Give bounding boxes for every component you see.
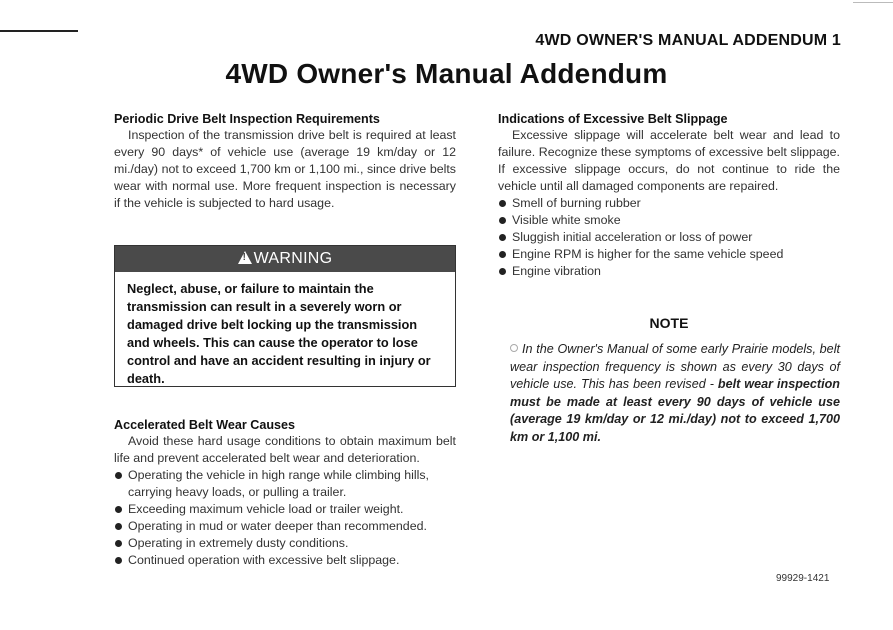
section-heading-periodic-inspection: Periodic Drive Belt Inspection Requirements [114, 112, 380, 126]
note-text-plain: In the Owner's Manual of some early Prairie models, belt wear inspection frequency is shown as every 30 days of vehicle use. This has been revised - [510, 342, 840, 391]
running-head: 4WD OWNER'S MANUAL ADDENDUM 1 [535, 32, 841, 49]
bullet-icon [115, 523, 122, 530]
section-body-belt-slippage: Excessive slippage will accelerate belt wear and lead to failure. Recognize these symptoms of excessive belt slippage. If excessive slippage occurs, do not continue to ride the vehicle until all damaged components are repaired. [498, 128, 840, 193]
bullet-icon [499, 217, 506, 224]
page-title: 4WD Owner's Manual Addendum [225, 58, 668, 89]
warning-triangle-icon [238, 251, 252, 264]
warning-label: WARNING [253, 250, 333, 267]
section-body-periodic-inspection: Inspection of the transmission drive belt is required at least every 90 days* of vehicle use (average 19 km/day or 12 mi./day) not to exceed 1,700 km or 1,100 mi., since drive belts wear with normal use. More frequent inspection is necessary if the vehicle is subjected to hard usage. [114, 128, 456, 210]
section-accelerated-wear [114, 417, 456, 569]
list-item: Exceeding maximum vehicle load or trailer weight. [114, 501, 456, 518]
list-item: Operating the vehicle in high range while climbing hills, carrying heavy loads, or pulling a trailer. [114, 467, 456, 501]
document-number: 99929-1421 [776, 573, 830, 584]
list-item: Engine RPM is higher for the same vehicle speed [498, 246, 840, 263]
section-heading-accelerated-wear: Accelerated Belt Wear Causes [114, 418, 296, 432]
list-item: Visible white smoke [498, 212, 840, 229]
bullet-icon [115, 540, 122, 547]
list-item: Continued operation with excessive belt slippage. [114, 552, 456, 569]
warning-text: Neglect, abuse, or failure to maintain the transmission can result in a severely worn or damaged drive belt locking up the transmission and wheels. This can cause the operator to lose control and have an accident resulting in injury or death. [127, 281, 431, 386]
section-belt-slippage [498, 111, 840, 280]
top-left-rule [0, 30, 78, 32]
warning-box [114, 245, 456, 387]
section-periodic-inspection [114, 111, 456, 212]
note-heading: NOTE [649, 315, 689, 331]
bullet-icon [499, 234, 506, 241]
list-item: Smell of burning rubber [498, 195, 840, 212]
note-text [498, 341, 840, 446]
top-right-rule [853, 2, 893, 3]
bullet-list-accelerated-wear [114, 467, 456, 569]
bullet-icon [499, 200, 506, 207]
warning-header [115, 246, 455, 272]
list-item: Engine vibration [498, 263, 840, 280]
bullet-icon [115, 472, 122, 479]
list-item: Operating in extremely dusty conditions. [114, 535, 456, 552]
section-body-accelerated-wear: Avoid these hard usage conditions to obtain maximum belt life and prevent accelerated belt wear and deterioration. [114, 434, 456, 465]
list-item: Operating in mud or water deeper than recommended. [114, 518, 456, 535]
bullet-icon [115, 506, 122, 513]
list-item: Sluggish initial acceleration or loss of power [498, 229, 840, 246]
note-text-bold: belt wear inspection must be made at least every 90 days of vehicle use (average 19 km/day or 12 mi./day) not to exceed 1,700 km or 1,100 mi. [510, 377, 840, 444]
bullet-icon [499, 268, 506, 275]
bullet-list-belt-slippage [498, 195, 840, 280]
bullet-icon [499, 251, 506, 258]
section-heading-belt-slippage: Indications of Excessive Belt Slippage [498, 112, 728, 126]
bullet-icon [115, 557, 122, 564]
note-marker-icon [510, 344, 518, 352]
